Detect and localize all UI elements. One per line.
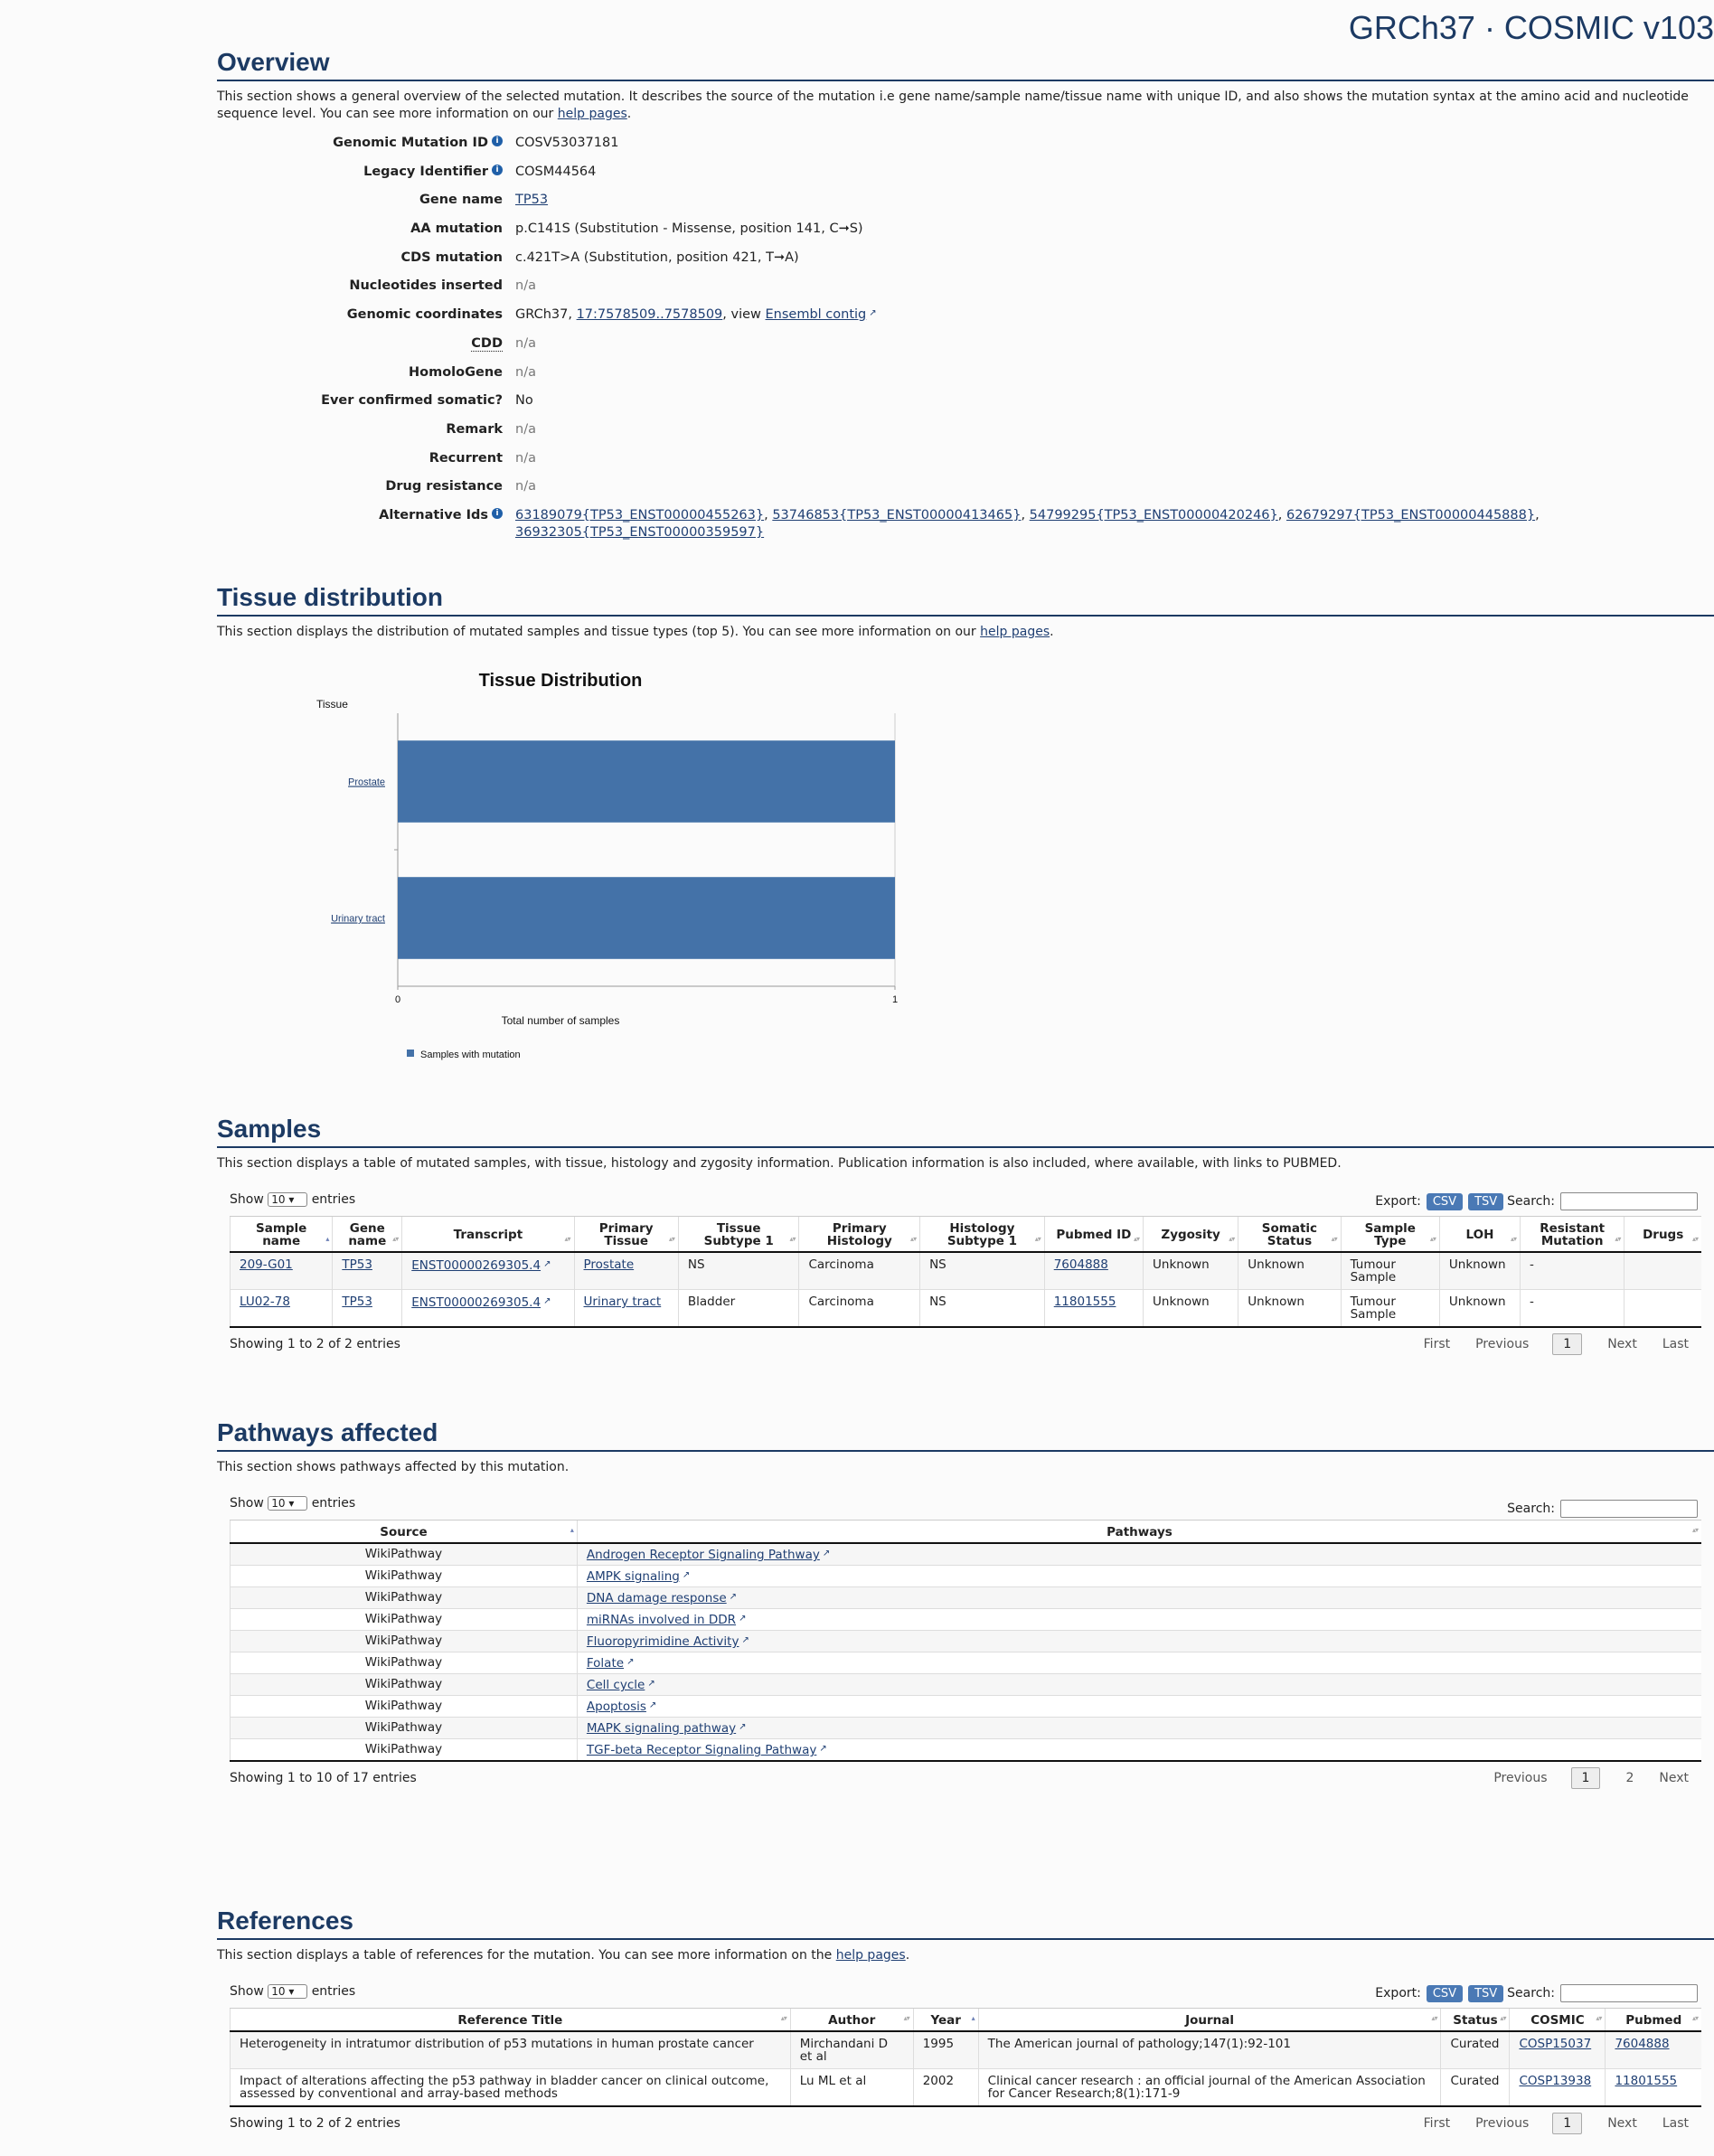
- field-genomic-mutation-id: [217, 132, 1714, 161]
- table-row: [231, 1718, 1702, 1739]
- tissue-description: [217, 624, 1714, 641]
- bar-prostate[interactable]: [398, 740, 895, 823]
- column-header-status[interactable]: Status ▴▾: [1441, 2009, 1510, 2032]
- pathway-source: WikiPathway: [231, 1739, 578, 1762]
- coordinates-link[interactable]: 17:7578509..7578509: [576, 307, 723, 323]
- table-cell: [577, 1566, 1701, 1587]
- pathways-title: Pathways affected: [217, 1417, 1714, 1452]
- table-cell: [1606, 2031, 1701, 2069]
- table-cell: [1606, 2069, 1701, 2107]
- pathways-table: [230, 1520, 1701, 1762]
- column-header-histology-subtype-1[interactable]: Histology Subtype 1 ▴▾: [920, 1217, 1045, 1253]
- table-cell: [1625, 1252, 1701, 1290]
- tissue-chart-svg: [217, 641, 940, 1080]
- table-cell: -: [1520, 1290, 1624, 1328]
- references-section: [217, 1906, 1714, 2143]
- field-label: Genomic coordinates: [346, 307, 503, 323]
- table-cell: [1044, 1252, 1143, 1290]
- table-row: [231, 1609, 1702, 1631]
- table-cell: [1510, 2069, 1606, 2107]
- export-label: Export:: [1375, 1194, 1421, 1209]
- previous-page-button[interactable]: Previous: [1475, 1337, 1530, 1351]
- table-row: [231, 2069, 1702, 2107]
- table-cell: 1995: [913, 2031, 978, 2069]
- table-cell: [231, 1252, 333, 1290]
- info-icon[interactable]: i: [492, 165, 503, 175]
- field-homologene: [217, 362, 1714, 391]
- samples-pagination: [1399, 1333, 1689, 1355]
- pathway-source: WikiPathway: [231, 1674, 578, 1696]
- table-cell: Curated: [1441, 2031, 1510, 2069]
- overview-desc-text: This section shows a general overview of the selected mutation. It describes the source of the mutation i.e gene name/sample name/tissue name with unique ID, and also shows the mutation syntax at the amino acid and nucleotide sequence level. You can see more information on our: [217, 89, 1689, 121]
- pubmed-link[interactable]: 11801555: [1053, 1295, 1116, 1309]
- overview-description: [217, 89, 1714, 123]
- transcript-link[interactable]: ENST00000269305.4 ↗: [411, 1258, 551, 1273]
- coord-prefix: GRCh37,: [515, 307, 577, 323]
- csv-export-button[interactable]: CSV: [1427, 1193, 1463, 1210]
- y-tick-label-prostate[interactable]: Prostate: [348, 777, 385, 788]
- field-label: HomoloGene: [409, 364, 503, 380]
- field-value: n/a: [515, 278, 536, 294]
- gene-link[interactable]: TP53: [342, 1257, 372, 1272]
- references-info: Showing 1 to 2 of 2 entries: [230, 2116, 400, 2131]
- csv-export-button[interactable]: CSV: [1427, 1985, 1463, 2002]
- field-value: n/a: [515, 479, 536, 494]
- column-header-sample-name[interactable]: Sample name ▴: [231, 1217, 333, 1253]
- info-icon[interactable]: i: [492, 508, 503, 519]
- column-header-resistant-mutation[interactable]: Resistant Mutation ▴▾: [1520, 1217, 1624, 1253]
- show-label: Show: [230, 1984, 264, 1999]
- table-cell: [577, 1587, 1701, 1609]
- references-pagination: [1399, 2113, 1689, 2134]
- pubmed-link[interactable]: 11801555: [1615, 2074, 1678, 2088]
- entries-label: entries: [311, 1192, 356, 1207]
- table-cell: Unknown: [1439, 1290, 1520, 1328]
- chart-title: Tissue Distribution: [478, 671, 643, 691]
- table-cell: Carcinoma: [799, 1290, 920, 1328]
- last-page-button[interactable]: Last: [1662, 2116, 1689, 2131]
- export-label: Export:: [1375, 1986, 1421, 2001]
- field-value: n/a: [515, 335, 536, 351]
- table-cell: [577, 1718, 1701, 1739]
- field-recurrent: [217, 447, 1714, 476]
- field-label: Nucleotides inserted: [349, 278, 503, 294]
- table-cell: NS: [678, 1252, 799, 1290]
- field-label: CDS mutation: [400, 249, 503, 265]
- table-cell: [333, 1252, 402, 1290]
- overview-help-link[interactable]: help pages: [557, 107, 627, 121]
- table-cell: [577, 1631, 1701, 1652]
- table-cell: 2002: [913, 2069, 978, 2107]
- legend-label: Samples with mutation: [420, 1050, 521, 1060]
- table-cell: Bladder: [678, 1290, 799, 1328]
- alternative-ids-list: 63189079{TP53_ENST00000455263}, 53746853{TP53_ENST00000413465}, 54799295{TP53_ENST00000420246}, 62679297{TP53_ENST00000445888}, 36932305{TP53_ENST00000359597}: [515, 507, 1540, 540]
- alternative-id-link[interactable]: 62679297{TP53_ENST00000445888}: [1286, 507, 1536, 523]
- references-controls: [230, 1964, 1701, 2008]
- legend-swatch: [407, 1050, 414, 1057]
- pathway-link[interactable]: AMPK signaling ↗: [587, 1569, 690, 1584]
- pathway-link[interactable]: Fluoropyrimidine Activity ↗: [587, 1634, 749, 1649]
- overview-title: Overview: [217, 47, 1714, 81]
- entries-label: entries: [311, 1496, 356, 1511]
- samples-info: Showing 1 to 2 of 2 entries: [230, 1337, 400, 1351]
- column-header-primary-tissue[interactable]: Primary Tissue ▴▾: [574, 1217, 678, 1253]
- pathways-controls: [230, 1476, 1701, 1520]
- alternative-id-link[interactable]: 63189079{TP53_ENST00000455263}: [515, 507, 765, 523]
- pathway-source: WikiPathway: [231, 1718, 578, 1739]
- sample-link[interactable]: 209-G01: [240, 1257, 293, 1272]
- table-row: [231, 1566, 1702, 1587]
- pathways-info: Showing 1 to 10 of 17 entries: [230, 1771, 417, 1785]
- table-cell: [577, 1696, 1701, 1718]
- samples-title: Samples: [217, 1114, 1714, 1148]
- pathways-section: [217, 1417, 1714, 1798]
- pathway-source: WikiPathway: [231, 1609, 578, 1631]
- table-row: [231, 2031, 1702, 2069]
- field-label: Alternative Ids: [379, 507, 488, 523]
- field-value: n/a: [515, 421, 536, 437]
- table-cell: Tumour Sample: [1341, 1252, 1439, 1290]
- next-page-button[interactable]: Next: [1607, 1337, 1637, 1351]
- pathway-link[interactable]: Androgen Receptor Signaling Pathway ↗: [587, 1548, 830, 1562]
- show-label: Show: [230, 1496, 264, 1511]
- info-icon[interactable]: i: [492, 136, 503, 146]
- column-header-tissue-subtype-1[interactable]: Tissue Subtype 1 ▴▾: [678, 1217, 799, 1253]
- field-cds-mutation: [217, 247, 1714, 276]
- table-cell: Impact of alterations affecting the p53 pathway in bladder cancer on clinical outcome, assessed by conventional and array-based methods: [231, 2069, 791, 2107]
- table-cell: NS: [920, 1290, 1045, 1328]
- transcript-link[interactable]: ENST00000269305.4 ↗: [411, 1295, 551, 1310]
- last-page-button[interactable]: Last: [1662, 1337, 1689, 1351]
- table-cell: [1044, 1290, 1143, 1328]
- tissue-link[interactable]: Urinary tract: [583, 1295, 662, 1309]
- table-cell: [333, 1290, 402, 1328]
- gene-link[interactable]: TP53: [515, 193, 549, 208]
- table-cell: Mirchandani D et al: [790, 2031, 913, 2069]
- tissue-link[interactable]: Prostate: [583, 1257, 635, 1272]
- pathways-description: This section shows pathways affected by this mutation.: [217, 1460, 570, 1474]
- cosmic-study-link[interactable]: COSP15037: [1519, 2037, 1592, 2051]
- table-cell: [402, 1252, 574, 1290]
- overview-section: [217, 47, 1714, 541]
- pathways-pagination: [1468, 1767, 1689, 1789]
- field-gene-name: [217, 189, 1714, 218]
- column-header-journal[interactable]: Journal ▴▾: [978, 2009, 1441, 2032]
- table-cell: Unknown: [1144, 1252, 1238, 1290]
- pathway-source: WikiPathway: [231, 1652, 578, 1674]
- previous-page-button[interactable]: Previous: [1475, 2116, 1530, 2131]
- current-page-button[interactable]: 1: [1552, 1333, 1582, 1355]
- pathway-link[interactable]: MAPK signaling pathway ↗: [587, 1721, 747, 1736]
- column-header-author[interactable]: Author ▴▾: [790, 2009, 913, 2032]
- table-cell: [577, 1609, 1701, 1631]
- pathways-footer: [230, 1762, 1701, 1798]
- tissue-help-link[interactable]: help pages: [980, 625, 1050, 639]
- previous-page-button[interactable]: Previous: [1493, 1771, 1548, 1785]
- field-value: COSV53037181: [515, 136, 619, 150]
- references-table: [230, 2008, 1701, 2107]
- column-header-pathways[interactable]: Pathways ▴▾: [577, 1520, 1701, 1544]
- table-cell: NS: [920, 1252, 1045, 1290]
- pathway-source: WikiPathway: [231, 1543, 578, 1566]
- pathway-source: WikiPathway: [231, 1696, 578, 1718]
- table-row: [231, 1739, 1702, 1762]
- references-help-link[interactable]: help pages: [835, 1948, 906, 1963]
- column-header-zygosity[interactable]: Zygosity ▴▾: [1144, 1217, 1238, 1253]
- field-value: n/a: [515, 364, 536, 380]
- alternative-id-link[interactable]: 53746853{TP53_ENST00000413465}: [772, 507, 1022, 523]
- column-header-sample-type[interactable]: Sample Type ▴▾: [1341, 1217, 1439, 1253]
- table-cell: [574, 1290, 678, 1328]
- field-label: Drug resistance: [385, 479, 503, 494]
- table-cell: Unknown: [1238, 1290, 1341, 1328]
- field-value: c.421T>A (Substitution, position 421, T➞A): [515, 249, 799, 265]
- field-alternative-ids: [217, 504, 1714, 541]
- field-label: CDD: [471, 335, 503, 351]
- table-row: [231, 1290, 1702, 1328]
- table-cell: Unknown: [1439, 1252, 1520, 1290]
- alternative-id-link[interactable]: 54799295{TP53_ENST00000420246}: [1029, 507, 1278, 523]
- x-tick-label: 0: [394, 994, 401, 1005]
- table-cell: [574, 1252, 678, 1290]
- field-legacy-identifier: [217, 161, 1714, 190]
- table-row: [231, 1674, 1702, 1696]
- field-value: n/a: [515, 450, 536, 466]
- next-page-button[interactable]: Next: [1659, 1771, 1689, 1785]
- references-title: References: [217, 1906, 1714, 1940]
- page-2-button[interactable]: 2: [1625, 1771, 1634, 1785]
- samples-footer: [230, 1328, 1701, 1364]
- column-header-gene-name[interactable]: Gene name ▴▾: [333, 1217, 402, 1253]
- table-cell: [1625, 1290, 1701, 1328]
- table-cell: [402, 1290, 574, 1328]
- table-cell: Carcinoma: [799, 1252, 920, 1290]
- pathway-link[interactable]: TGF-beta Receptor Signaling Pathway ↗: [587, 1743, 827, 1757]
- field-label: Gene name: [419, 193, 503, 208]
- table-row: [231, 1587, 1702, 1609]
- field-value: No: [515, 393, 533, 409]
- alternative-id-link[interactable]: 36932305{TP53_ENST00000359597}: [515, 524, 765, 540]
- column-header-primary-histology[interactable]: Primary Histology ▴▾: [799, 1217, 920, 1253]
- pubmed-link[interactable]: 7604888: [1053, 1257, 1108, 1272]
- chart-y-axis-label: Tissue: [316, 698, 348, 711]
- tissue-title: Tissue distribution: [217, 582, 1714, 617]
- table-cell: [577, 1543, 1701, 1566]
- pathway-link[interactable]: Cell cycle ↗: [587, 1678, 655, 1692]
- main-content: [217, 47, 1714, 2131]
- overview-desc-suffix: .: [626, 107, 632, 121]
- table-row: [231, 1252, 1702, 1290]
- current-page-button[interactable]: 1: [1552, 2113, 1582, 2134]
- table-cell: Lu ML et al: [790, 2069, 913, 2107]
- chart-x-axis-label: Total number of samples: [501, 1014, 620, 1027]
- entries-select[interactable]: 10 ▾: [268, 1496, 307, 1511]
- table-cell: Heterogeneity in intratumor distribution of p53 mutations in human prostate cancer: [231, 2031, 791, 2069]
- field-value: p.C141S (Substitution - Missense, position 141, C➞S): [515, 221, 863, 237]
- table-cell: Tumour Sample: [1341, 1290, 1439, 1328]
- first-page-button[interactable]: First: [1423, 1337, 1451, 1351]
- tissue-section: [217, 582, 1714, 1080]
- tsv-export-button[interactable]: TSV: [1468, 1985, 1503, 2002]
- entries-select[interactable]: 10 ▾: [268, 1984, 307, 1999]
- field-genomic-coordinates: [217, 304, 1714, 333]
- samples-section: [217, 1114, 1714, 1364]
- search-label: Search:: [1507, 1986, 1555, 2001]
- sample-link[interactable]: LU02-78: [240, 1295, 290, 1309]
- table-row: [231, 1652, 1702, 1674]
- coord-mid: , view: [722, 307, 766, 323]
- field-value: COSM44564: [515, 164, 597, 179]
- next-page-button[interactable]: Next: [1607, 2116, 1637, 2131]
- y-tick-label-urinary-tract[interactable]: Urinary tract: [331, 913, 385, 925]
- pathway-source: WikiPathway: [231, 1631, 578, 1652]
- field-remark: [217, 419, 1714, 447]
- pathway-link[interactable]: DNA damage response ↗: [587, 1591, 737, 1605]
- cosmic-study-link[interactable]: COSP13938: [1519, 2074, 1592, 2088]
- table-cell: Unknown: [1144, 1290, 1238, 1328]
- column-header-year[interactable]: Year ▴: [913, 2009, 978, 2032]
- table-cell: [577, 1739, 1701, 1762]
- column-header-transcript[interactable]: Transcript ▴▾: [402, 1217, 574, 1253]
- field-label: AA mutation: [410, 221, 503, 237]
- field-ever-confirmed: [217, 390, 1714, 419]
- field-aa-mutation: [217, 218, 1714, 247]
- table-row: [231, 1631, 1702, 1652]
- column-header-pubmed[interactable]: Pubmed ▴▾: [1606, 2009, 1701, 2032]
- table-row: [231, 1543, 1702, 1566]
- tsv-export-button[interactable]: TSV: [1468, 1193, 1503, 1210]
- bar-urinary-tract[interactable]: [398, 877, 895, 959]
- table-cell: [577, 1674, 1701, 1696]
- search-label: Search:: [1507, 1194, 1555, 1209]
- column-header-source[interactable]: Source ▴: [231, 1520, 578, 1544]
- pathway-link[interactable]: miRNAs involved in DDR ↗: [587, 1613, 747, 1627]
- field-nucleotides-inserted: [217, 275, 1714, 304]
- pubmed-link[interactable]: 7604888: [1615, 2037, 1670, 2051]
- samples-search-input[interactable]: [1560, 1192, 1698, 1210]
- samples-controls: [230, 1172, 1701, 1216]
- table-cell: Curated: [1441, 2069, 1510, 2107]
- pathway-link[interactable]: Apoptosis ↗: [587, 1699, 656, 1714]
- field-label: Recurrent: [428, 450, 503, 466]
- show-label: Show: [230, 1192, 264, 1207]
- release-banner: GRCh37 · COSMIC v103: [1348, 9, 1714, 46]
- first-page-button[interactable]: First: [1423, 2116, 1451, 2131]
- field-label: Remark: [446, 421, 503, 437]
- column-header-cosmic[interactable]: COSMIC ▴▾: [1510, 2009, 1606, 2032]
- references-search-input[interactable]: [1560, 1984, 1698, 2002]
- column-header-pubmed-id[interactable]: Pubmed ID ▴▾: [1044, 1217, 1143, 1253]
- table-cell: [1510, 2031, 1606, 2069]
- pathway-source: WikiPathway: [231, 1587, 578, 1609]
- table-cell: -: [1520, 1252, 1624, 1290]
- references-desc-text: This section displays a table of references for the mutation. You can see more information on the: [217, 1948, 836, 1963]
- column-header-somatic-status[interactable]: Somatic Status ▴▾: [1238, 1217, 1341, 1253]
- pathway-link[interactable]: Folate ↗: [587, 1656, 635, 1671]
- table-cell: Clinical cancer research : an official journal of the American Association for Cancer Research;8(1):171-9: [978, 2069, 1441, 2107]
- table-row: [231, 1696, 1702, 1718]
- table-cell: The American journal of pathology;147(1):92-101: [978, 2031, 1441, 2069]
- column-header-reference-title[interactable]: Reference Title ▴▾: [231, 2009, 791, 2032]
- tissue-chart: [217, 641, 1714, 1080]
- field-label: Legacy Identifier: [363, 164, 488, 179]
- entries-select[interactable]: 10 ▾: [268, 1192, 307, 1207]
- tissue-desc-text: This section displays the distribution of mutated samples and tissue types (top 5). You can see more information on our: [217, 625, 981, 639]
- column-header-loh[interactable]: LOH ▴▾: [1439, 1217, 1520, 1253]
- pathways-search-input[interactable]: [1560, 1500, 1698, 1518]
- samples-table: [230, 1216, 1701, 1328]
- field-cdd: [217, 333, 1714, 362]
- tissue-desc-suffix: .: [1050, 625, 1054, 639]
- entries-label: entries: [311, 1984, 356, 1999]
- references-footer: [230, 2107, 1701, 2143]
- samples-description: This section displays a table of mutated samples, with tissue, histology and zygosity information. Publication information is also included, where available, with links to PUBMED.: [217, 1156, 1342, 1171]
- x-tick-label: 1: [891, 994, 899, 1005]
- field-label: Ever confirmed somatic?: [321, 393, 503, 409]
- column-header-drugs[interactable]: Drugs ▴▾: [1625, 1217, 1701, 1253]
- search-label: Search:: [1507, 1502, 1555, 1516]
- gene-link[interactable]: TP53: [342, 1295, 372, 1309]
- field-drug-resistance: [217, 475, 1714, 504]
- field-label: Genomic Mutation ID: [333, 136, 488, 150]
- references-description: [217, 1947, 1714, 1964]
- table-cell: [231, 1290, 333, 1328]
- table-cell: [577, 1652, 1701, 1674]
- current-page-button[interactable]: 1: [1571, 1767, 1601, 1789]
- ensembl-contig-link[interactable]: Ensembl contig ↗: [766, 307, 877, 322]
- table-cell: Unknown: [1238, 1252, 1341, 1290]
- references-desc-suffix: .: [905, 1948, 910, 1963]
- pathway-source: WikiPathway: [231, 1566, 578, 1587]
